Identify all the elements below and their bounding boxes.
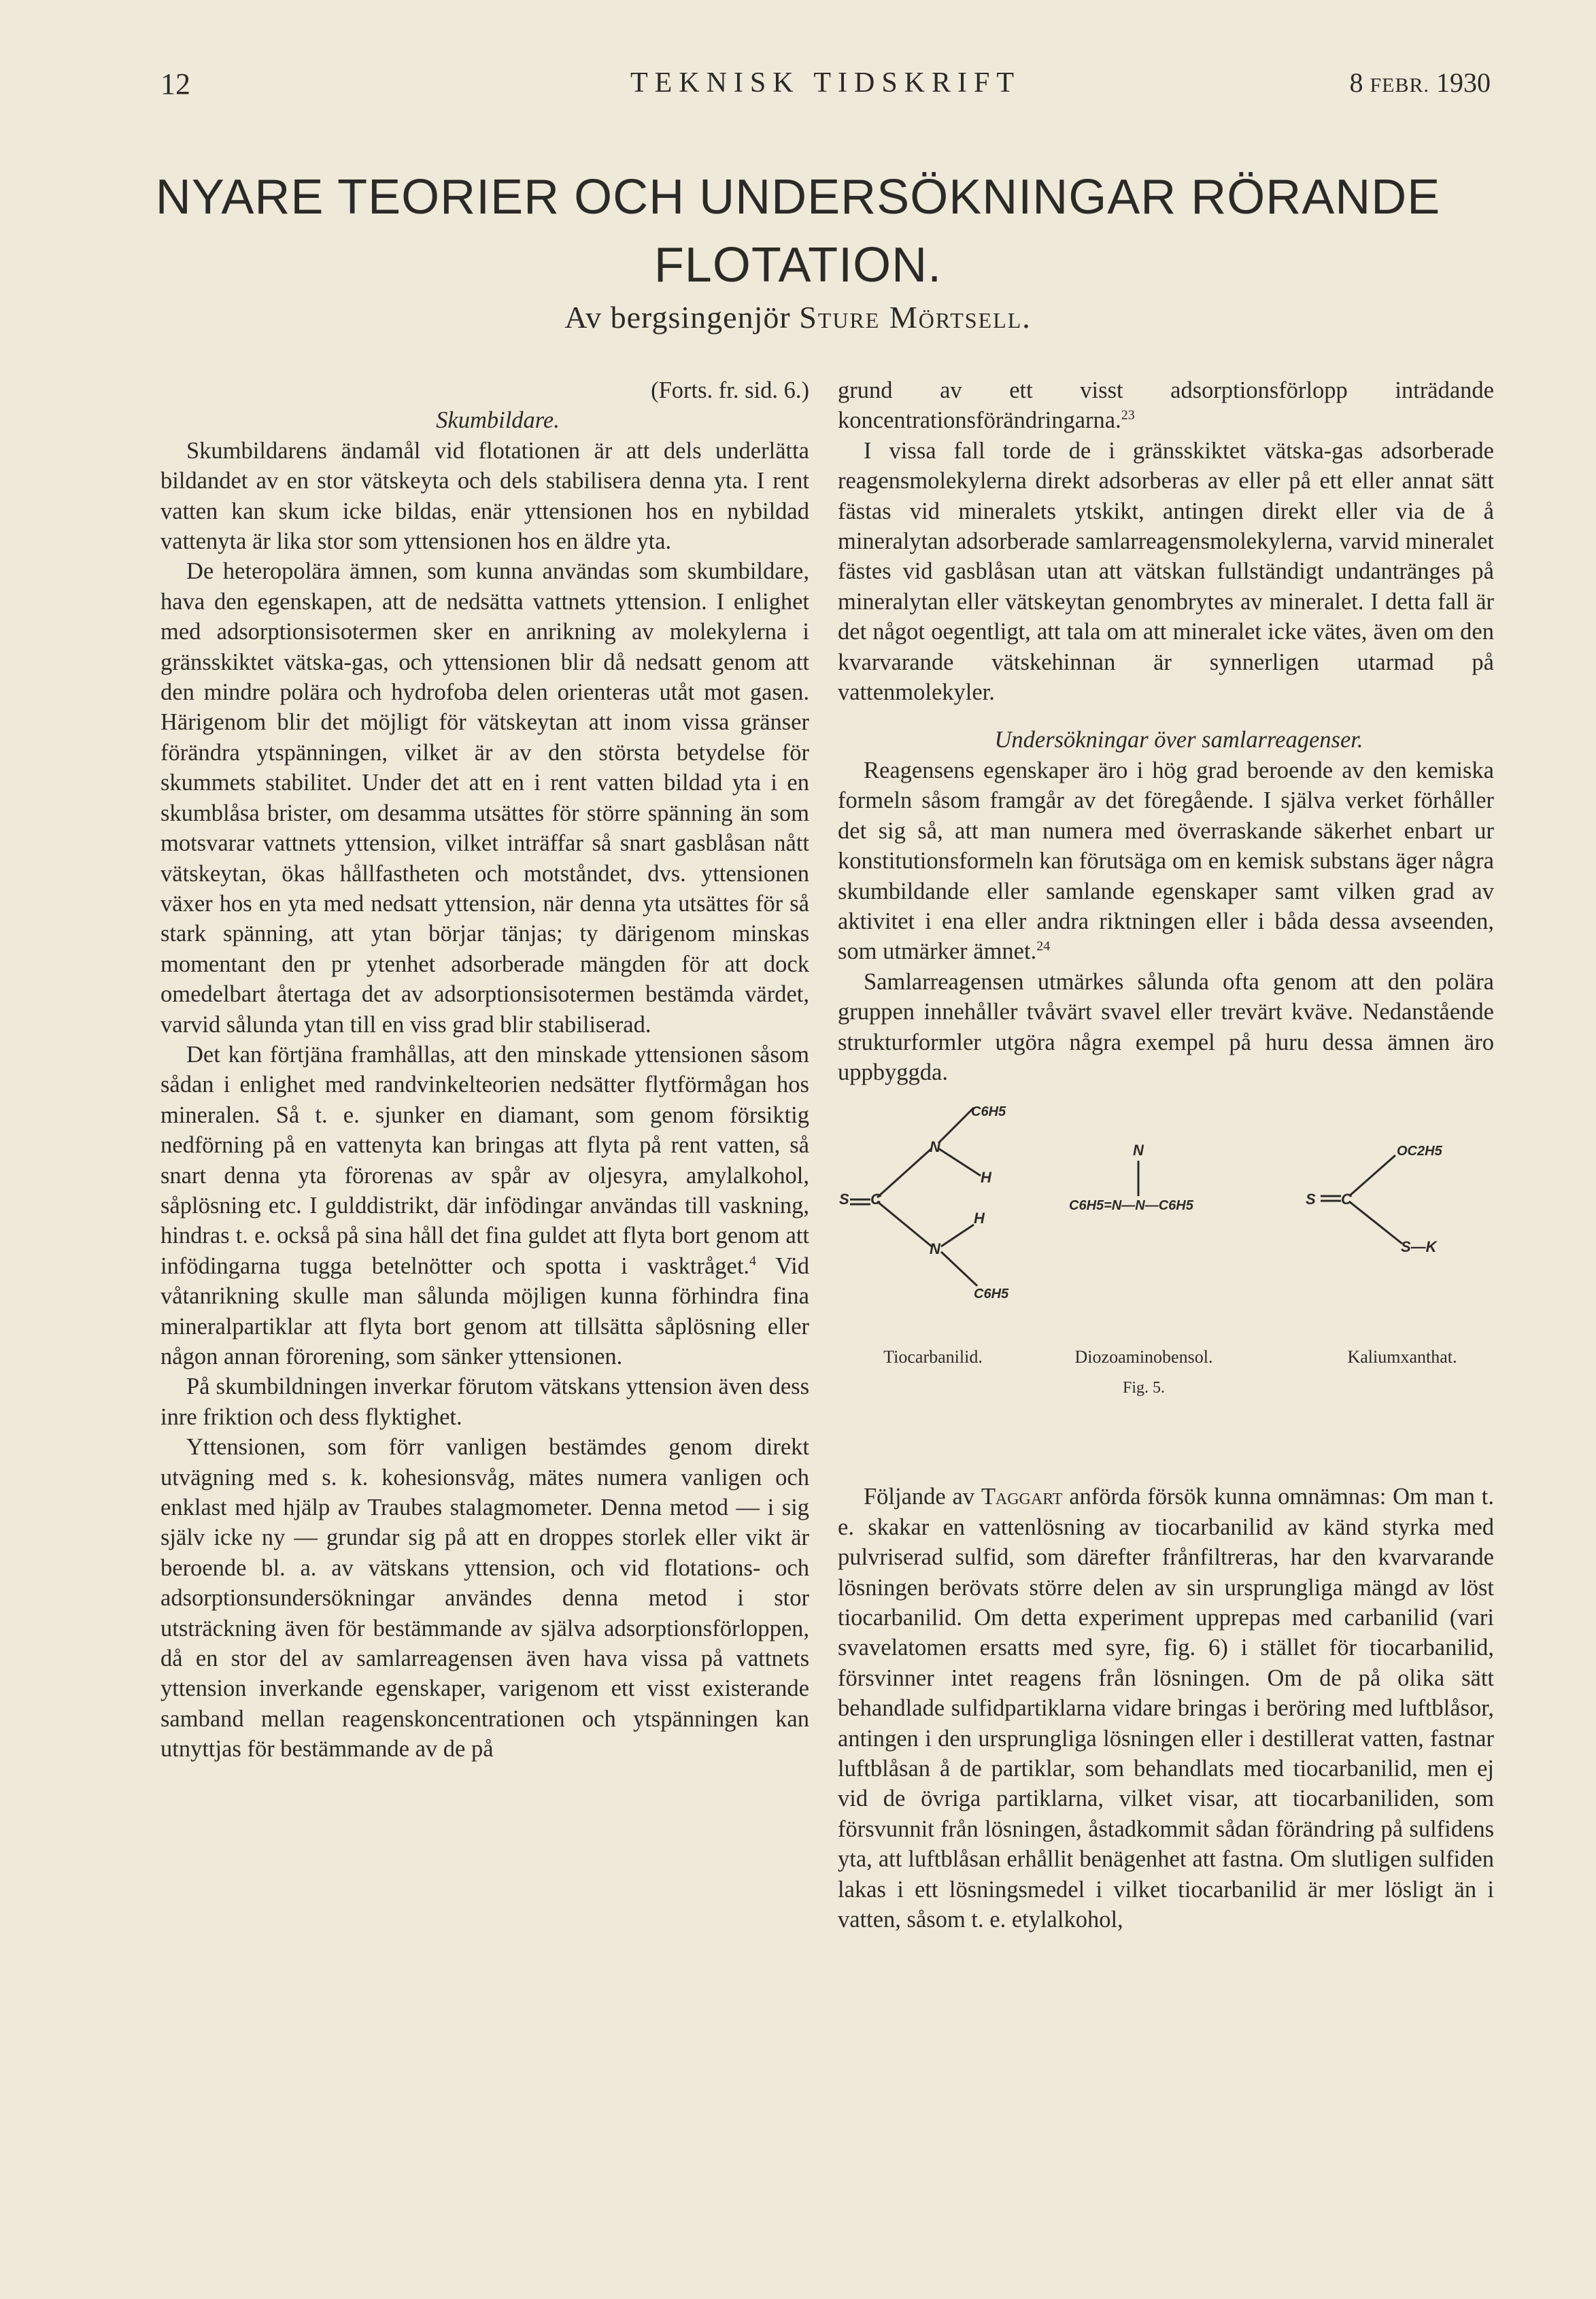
tiocarbanilid-h1: H (981, 1169, 991, 1187)
paragraph: I vissa fall torde de i gränsskiktet vätska-gas adsorberade reagensmolekylerna direkt adsorberas av eller på ett eller annat sätt fästas vid mineralets ytskikt, antingen direkt eller via de å mineralytan adsorberade samlarreagensmolekylerna, varvid mineralet fästes vid gasblåsan utan att vätskan fullständigt undantränges på mineralytan eller vätskeytan genombrytes av mineralet. I detta fall är det något oegentligt, att tala om att mineralet icke vätes, även om den kvarvarande vätskehinnan är synnerligen utarmad på vattenmolekyler. (838, 437, 1494, 706)
paragraph: De heteropolära ämnen, som kunna användas som skumbildare, hava den egenskapen, att de nedsätta vattnets yttension. I enlighet med adsorptionsisotermen sker en anrikning av molekylerna i gränsskiktet vätska-gas, och yttensionen blir då nedsatt genom att den mindre polära och hydrofoba delen orienteras utåt mot gasen. Härigenom blir det möjligt för vätskeytan att inom vissa gränser förändra ytspänningen, vilket är av den största betydelse för skummets stabilitet. Under det att en i rent vatten bildad yta i en skumblåsa brister, om desamma utsättes för större spänning än som motsvarar vattnets yttension, vilket inträffar så snart gasblåsan nått vätskeytan, ökas hållfastheten och motståndet, dvs. yttensionen växer hos en yta med nedsatt yttension, när denna yta utsättes för så stark spänning, att ytan börjar tänjas; ty därigenom minskas momentant den pr ytenhet adsorberade mängden för att dock omedelbart återtaga det av adsorptionsisotermen bestämda värdet, varvid sålunda ytan till en viss grad blir stabiliserad. (160, 558, 809, 1038)
page-number: 12 (160, 67, 190, 101)
footnote-ref: 23 (1121, 407, 1135, 423)
diozo-chain: C6H5=N—N—C6H5 (1069, 1198, 1193, 1214)
paragraph: grund av ett visst adsorptionsförlopp inträdande koncentrationsförändringarna.$^{23}$ (838, 377, 1494, 434)
column-right (838, 375, 1494, 1935)
paragraph: Skumbildarens ändamål vid flotationen är att dels underlätta bildandet av en stor vätskeyta och dels stabilisera denna yta. I rent vatten kan skum icke bildas, enär yttensionen hos en nybildad vattenyta är lika stor som yttensionen hos en äldre yta. (160, 437, 809, 555)
diozo-n: N (1133, 1142, 1144, 1159)
paragraph: På skumbildningen inverkar förutom vätskans yttension även dess inre friktion och dess flyktighet. (160, 1374, 809, 1430)
xanthat-oc: OC2H5 (1397, 1144, 1442, 1159)
structure-figure (838, 1101, 1494, 1482)
xanthat-s: S (1306, 1191, 1316, 1208)
paragraph: Det kan förtjäna framhållas, att den minskade yttensionen såsom sådan i enlighet med randvinkelteorien nedsätter flytförmågan hos mineralen. Så t. e. sjunker en diamant, som genom försiktig nedförning på en vattenyta kan bringas att flyta på rent vatten, så snart denna yta förorenas av spår av oljesyra, amylalkohol, såplösning etc. I gulddistrikt, där infödingar användas till vaskning, hindras t. e. också på sina håll det fina guldet att flyta bort genom att infödingarna tugga betelnötter och spotta i vasktråget.$^4$ Vid våtanrikning skulle man sålunda möjligen kunna förhindra fina mineralpartiklar att flyta bort genom att tillsätta såplösning eller någon annan förorening, som sänker yttensionen. (160, 1041, 809, 1369)
section-heading-skumbildare: Skumbildare. (436, 407, 560, 434)
tiocarbanilid-s: S (839, 1191, 849, 1208)
footnote-ref: 4 (749, 1253, 757, 1269)
continued-note: (Forts. fr. sid. 6.) (651, 377, 809, 403)
tiocarbanilid-n2: N (930, 1240, 940, 1258)
xanthat-c: C (1341, 1191, 1352, 1208)
paragraph: Följande av Taggart anförda försök kunna omnämnas: Om man t. e. skakar en vattenlösning av tiocarbanilid av känd styrka med pulvriserad sulfid, som därefter frånfiltreras, har den kvarvarande lösningen berövats större delen av sin ursprungliga mängd av löst tiocarbanilid. Om detta experiment upprepas med carbanilid (vari svavelatomen ersatts med syre, fig. 6) i stället för tiocarbanilid, försvinner intet reagens från lösningen. Om de på olika sätt behandlade sulfidpartiklarna vidare bringas i beröring med luftblåsor, antingen i den ursprungliga lösningen eller i destillerat vatten, fastnar luftblåsan å de partiklar, som behandlats med tiocarbanilid, men ej vid de övriga partiklarna, vilket visar, att tiocarbaniliden, som försvunnit från lösningen, åstadkommit sådan förändring på sulfidens yta, att luftblåsan erhållit benägenhet att fastna. Om slutligen sulfiden lakas i ett lösningsmedel i vilket tiocarbanilid är mer lösligt än i vatten, såsom t. e. etylalkohol, (838, 1484, 1494, 1933)
tiocarbanilid-n1: N (930, 1138, 940, 1156)
author-taggart: Taggart (981, 1484, 1063, 1510)
footnote-ref: 24 (1036, 938, 1051, 954)
tiocarbanilid-ph2: C6H5 (974, 1287, 1009, 1302)
caption-diozoaminobensol: Diozoaminobensol. (1074, 1347, 1213, 1367)
journal-title: TEKNISK TIDSKRIFT (630, 67, 1021, 99)
running-header (160, 67, 1491, 107)
title-line-1: NYARE TEORIER OCH UNDERSÖKNINGAR RÖRANDE (155, 170, 1441, 224)
byline: Av bergsingenjör Sture Mörtsell. (564, 300, 1032, 335)
paragraph: Reagensens egenskaper äro i hög grad beroende av den kemiska formeln såsom framgår av det föregående. I själva verket förhåller det sig så, att man numera med överraskande säkerhet enbart ur konstitutionsformeln kan förutsäga om en kemisk substans äger några skumbildande eller samlande egenskaper samt vilken grad av aktivitet i ena eller andra riktningen eller i båda dessa avseenden, som utmärker ämnet.$^{24}$ (838, 757, 1494, 965)
article-title (102, 163, 1494, 299)
title-line-2: FLOTATION. (653, 238, 943, 292)
xanthat-sk: S—K (1401, 1238, 1437, 1256)
figure-label: Fig. 5. (1122, 1379, 1165, 1397)
paragraph: Yttensionen, som förr vanligen bestämdes genom direkt utvägning med s. k. kohesionsvåg, mätes numera vanligen och enklast med hjälp av Traubes stalagmometer. Denna metod — i sig själv icke ny — grundar sig på att en droppes storlek eller vikt är beroende bl. a. av vätskans yttension, och vid flotations- och adsorptionsundersökningar användes denna metod i stor utsträckning även för bestämmande av själva adsorptionsförloppen, då en stor del av samlarreagensen även hava vissa på vattnets yttension inverkande egenskaper, varigenom ett visst existerande samband mellan reagenskoncentrationen och ytspänningen kan utnyttjas för bestämmande av de på (160, 1434, 809, 1762)
tiocarbanilid-h2: H (974, 1210, 985, 1227)
paragraph: Samlarreagensen utmärkes sålunda ofta genom att den polära gruppen innehåller tvåvärt svavel eller trevärt kväve. Nedanstående strukturformler utgöra några exempel på huru dessa ämnen äro uppbyggda. (838, 968, 1494, 1085)
tiocarbanilid-ph1: C6H5 (971, 1104, 1006, 1120)
section-heading-samlarreagenser: Undersökningar över samlarreagenser. (994, 727, 1363, 753)
issue-date: 8 FEBR. 1930 (1349, 67, 1491, 98)
author-name: Sture Mörtsell. (799, 300, 1032, 335)
column-left (160, 375, 809, 1765)
structural-formulas (838, 1101, 1494, 1482)
caption-tiocarbanilid: Tiocarbanilid. (883, 1347, 983, 1367)
caption-kaliumxanthat: Kaliumxanthat. (1347, 1347, 1457, 1367)
tiocarbanilid-c: C (870, 1191, 881, 1208)
